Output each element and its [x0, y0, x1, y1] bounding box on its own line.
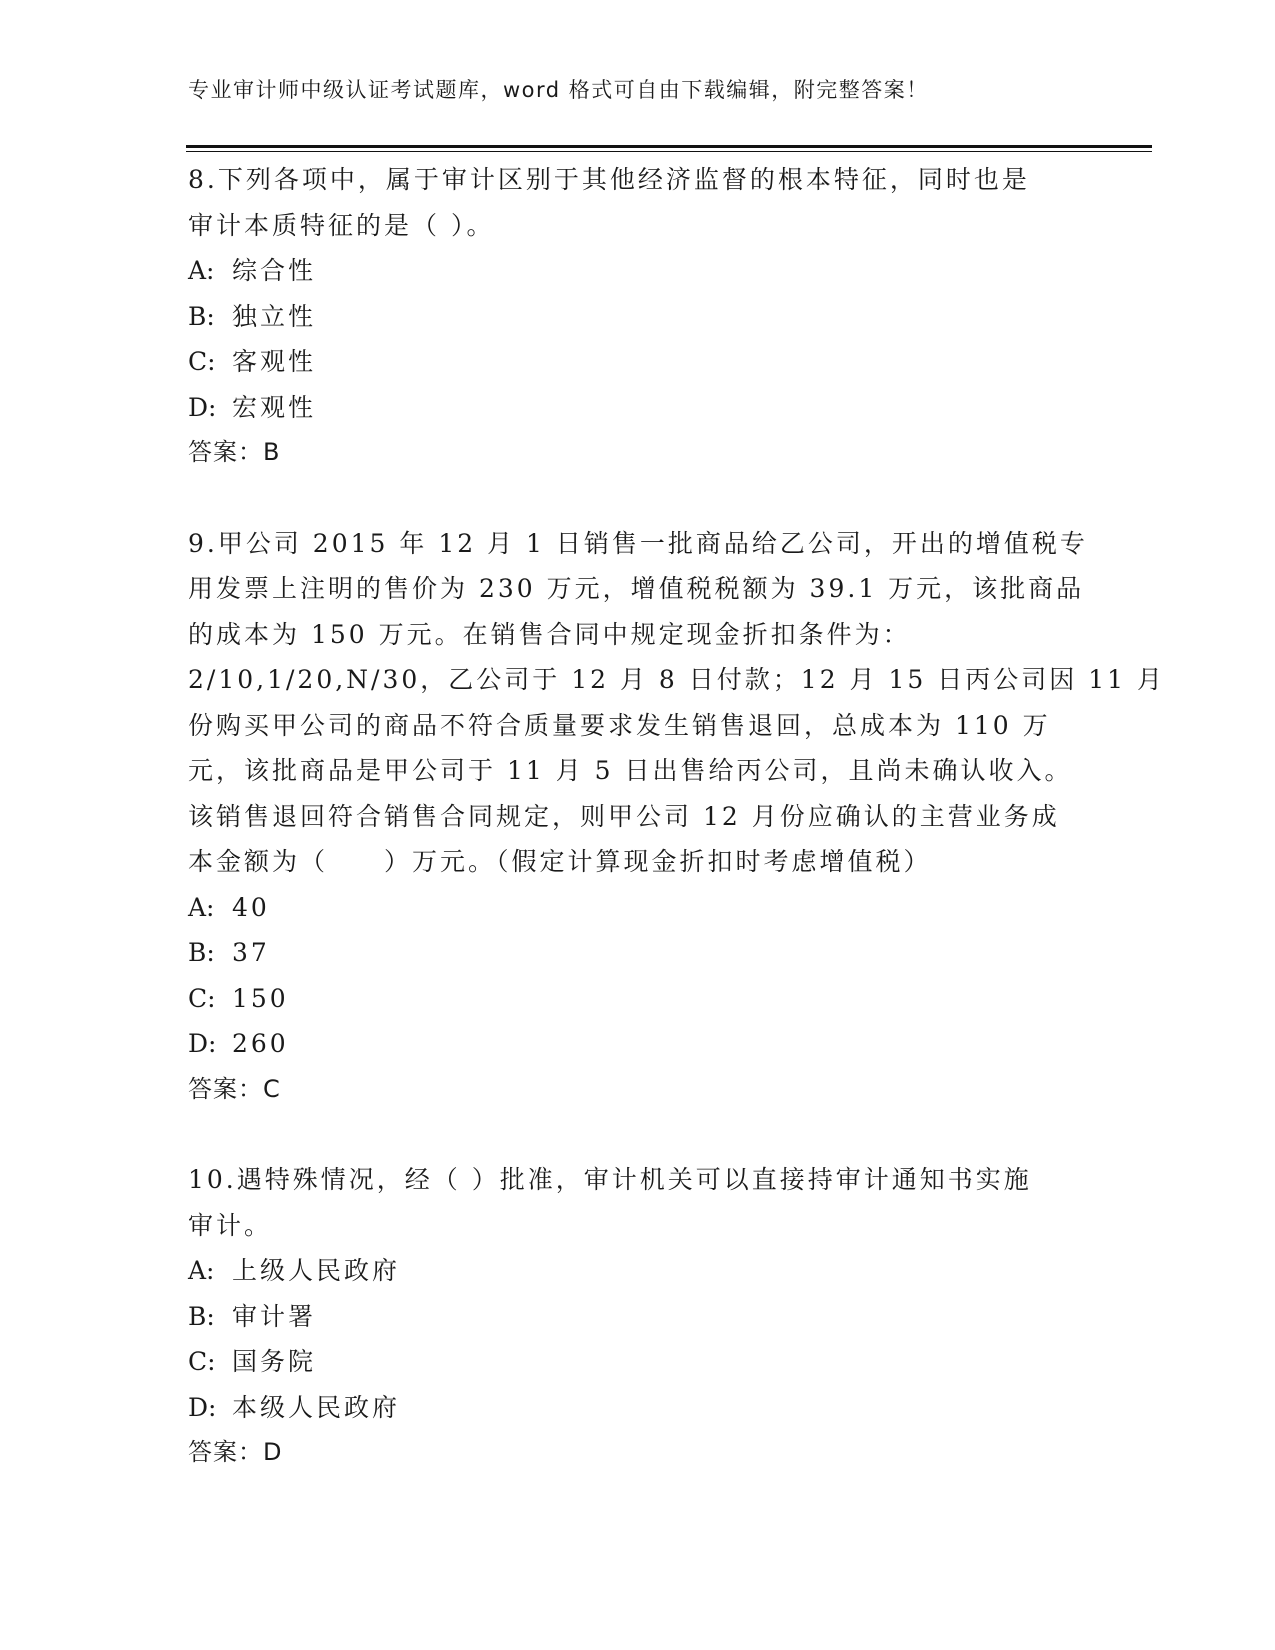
- option-letter: A:: [188, 892, 215, 922]
- question-text-line: 该销售退回符合销售合同规定，则甲公司 12 月份应确认的主营业务成: [188, 801, 1060, 831]
- question-10: [188, 1157, 1088, 1476]
- option-d: [188, 1385, 1088, 1431]
- option-letter: A:: [188, 1256, 215, 1285]
- option-text: 上级人民政府: [232, 1256, 401, 1285]
- header-rule-thin: [186, 151, 1152, 152]
- question-text-line: 本金额为（ ）万元。（假定计算现金折扣时考虑增值税）: [188, 847, 932, 876]
- option-text: 260: [232, 1029, 289, 1058]
- question-text-line: 审计。: [188, 1210, 273, 1240]
- question-text-line: 审计本质特征的是（ ）。: [188, 210, 495, 240]
- option-text: 客观性: [232, 347, 317, 376]
- option-d: [188, 1021, 1088, 1067]
- option-letter: C:: [188, 347, 216, 376]
- option-a: [188, 885, 1088, 931]
- option-letter: B:: [188, 1301, 215, 1331]
- option-c: [188, 1339, 1088, 1385]
- option-text: 独立性: [232, 301, 317, 331]
- option-text: 本级人民政府: [232, 1392, 401, 1422]
- question-list: [188, 157, 1165, 1521]
- question-text-line: 8.下列各项中，属于审计区别于其他经济监督的根本特征，同时也是: [188, 165, 1030, 194]
- question-8: [188, 157, 1088, 476]
- answer-line: 答案：B: [188, 438, 281, 466]
- question-9: [188, 521, 1165, 1113]
- option-text: 国务院: [232, 1347, 317, 1376]
- option-d: [188, 385, 1088, 431]
- option-b: [188, 930, 1088, 976]
- option-b: [188, 294, 1088, 340]
- page-header: 专业审计师中级认证考试题库，word 格式可自由下载编辑，附完整答案！: [188, 78, 929, 102]
- question-text-line: 份购买甲公司的商品不符合质量要求发生销售退回，总成本为 110 万: [188, 710, 1051, 740]
- header-rule-thick: [186, 145, 1152, 148]
- question-text-line: 2/10,1/20,N/30，乙公司于 12 月 8 日付款；12 月 15 日丙公司因 11 月: [188, 665, 1165, 694]
- option-letter: A:: [188, 256, 215, 285]
- question-text-line: 用发票上注明的售价为 230 万元，增值税税额为 39.1 万元，该批商品: [188, 574, 1085, 603]
- question-text-line: 9.甲公司 2015 年 12 月 1 日销售一批商品给乙公司，开出的增值税专: [188, 528, 1088, 558]
- option-letter: B:: [188, 938, 215, 967]
- option-text: 40: [232, 892, 270, 922]
- answer-line: 答案：C: [188, 1074, 281, 1103]
- option-text: 审计署: [232, 1301, 317, 1331]
- option-letter: C:: [188, 1347, 216, 1376]
- option-c: [188, 976, 1088, 1022]
- answer-line: 答案：D: [188, 1438, 283, 1466]
- option-letter: D:: [188, 1029, 217, 1058]
- option-text: 150: [232, 983, 289, 1013]
- question-text-line: 元，该批商品是甲公司于 11 月 5 日出售给丙公司，且尚未确认收入。: [188, 756, 1073, 785]
- option-text: 宏观性: [232, 392, 317, 422]
- option-letter: C:: [188, 983, 216, 1013]
- option-text: 37: [232, 938, 270, 967]
- question-text-line: 的成本为 150 万元。在销售合同中规定现金折扣条件为：: [188, 619, 911, 649]
- option-a: [188, 248, 1088, 294]
- question-text-line: 10.遇特殊情况，经（ ）批准，审计机关可以直接持审计通知书实施: [188, 1165, 1032, 1194]
- option-a: [188, 1248, 1088, 1294]
- option-b: [188, 1294, 1088, 1340]
- option-c: [188, 339, 1088, 385]
- option-letter: D:: [188, 392, 217, 422]
- option-letter: B:: [188, 301, 215, 331]
- option-letter: D:: [188, 1392, 217, 1422]
- option-text: 综合性: [232, 256, 317, 285]
